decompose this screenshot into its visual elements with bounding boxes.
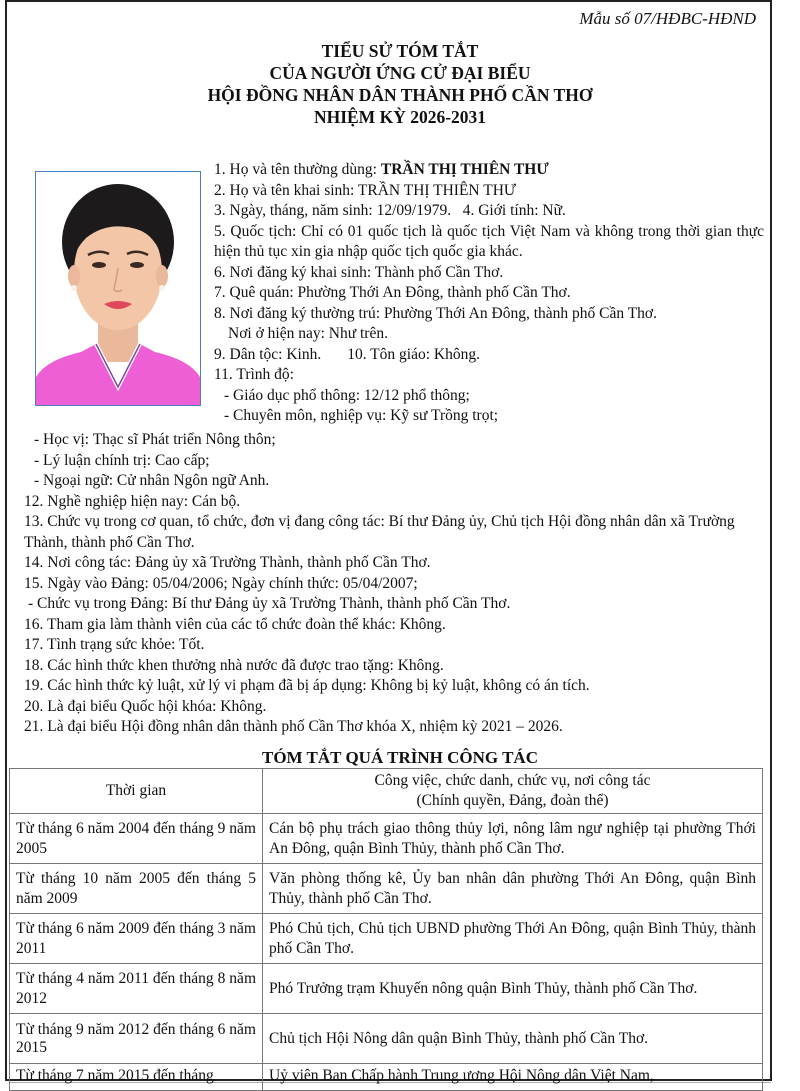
bio-item-16: 16. Tham gia làm thành viên của các tổ chức đoàn thể khác: Không. [24,615,446,633]
bio-upper-section [214,160,764,427]
item-label: 1. Họ và tên thường dùng: [214,161,381,178]
row-time: Từ tháng 10 năm 2005 đến tháng 5 năm 2009 [10,864,263,914]
title-line-4: NHIỆM KỲ 2026-2031 [313,107,487,127]
bio-lower-section [24,430,764,738]
table-row [10,964,763,1014]
work-history-title: TÓM TẮT QUÁ TRÌNH CÔNG TÁC [262,748,538,767]
bio-item-8-current: Nơi ở hiện nay: Như trên. [228,325,388,342]
work-history-table [9,768,763,1091]
header-job [263,769,763,814]
bio-item-11: 11. Trình độ: [214,366,294,383]
table-row [10,1064,763,1091]
bio-item-3: 3. Ngày, tháng, năm sinh: 12/09/1979. [214,202,452,219]
bio-item-11-politics: - Lý luận chính trị: Cao cấp; [34,451,210,469]
bio-item-5: 5. Quốc tịch: Chỉ có 01 quốc tịch là quốc tịch Việt Nam và không trong thời gian thực hiện thủ tục xin gia nhập quốc tịch quốc gia khác. [214,222,764,260]
header-job-line-1: Công việc, chức danh, chức vụ, nơi công tác [374,772,651,789]
row-time: Từ tháng 6 năm 2004 đến tháng 9 năm 2005 [10,814,263,864]
row-time: Từ tháng 7 năm 2015 đến tháng [10,1064,263,1091]
bio-item-10: 10. Tôn giáo: Không. [347,345,480,363]
bio-item-11-general: - Giáo dục phổ thông: 12/12 phổ thông; [224,386,470,404]
bio-item-15-party-role: - Chức vụ trong Đảng: Bí thư Đảng ủy xã Trường Thành, thành phố Cần Thơ. [28,595,511,612]
title-line-3: HỘI ĐỒNG NHÂN DÂN THÀNH PHỐ CẦN THƠ [207,85,593,105]
bio-item-20: 20. Là đại biểu Quốc hội khóa: Không. [24,697,267,715]
table-header-row [10,769,763,814]
row-job: Cán bộ phụ trách giao thông thủy lợi, nông lâm ngư nghiệp tại phường Thới An Đông, quận Bình Thủy, thành phố Cần Thơ. [263,814,763,864]
bio-item-18: 18. Các hình thức khen thưởng nhà nước đã được trao tặng: Không. [24,656,444,674]
title-line-2: CỦA NGƯỜI ỨNG CỬ ĐẠI BIỂU [269,63,531,83]
row-job: Phó Chủ tịch, Chủ tịch UBND phường Thới An Đông, quận Bình Thủy, thành phố Cần Thơ. [263,914,763,964]
row-time: Từ tháng 9 năm 2012 đến tháng 6 năm 2015 [10,1014,263,1064]
table-row [10,814,763,864]
form-number: Mẫu số 07/HĐBC-HĐND [579,9,756,28]
candidate-portrait-photo [35,171,201,406]
bio-item-11-degree: - Học vị: Thạc sĩ Phát triển Nông thôn; [34,431,276,448]
bio-item-1 [214,160,764,181]
bio-item-2: 2. Họ và tên khai sinh: TRẦN THỊ THIÊN THƯ [214,181,516,199]
row-job: Uỷ viên Ban Chấp hành Trung ương Hội Nông dân Việt Nam, [263,1064,763,1091]
row-job: Văn phòng thống kê, Ủy ban nhân dân phường Thới An Đông, quận Bình Thủy, thành phố Cần Thơ. [263,864,763,914]
bio-item-9: 9. Dân tộc: Kinh. [214,345,322,363]
row-time: Từ tháng 4 năm 2011 đến tháng 8 năm 2012 [10,964,263,1014]
table-row [10,864,763,914]
bio-item-12: 12. Nghề nghiệp hiện nay: Cán bộ. [24,492,241,510]
bio-item-14: 14. Nơi công tác: Đảng ủy xã Trường Thành, thành phố Cần Thơ. [24,554,431,571]
bio-item-15: 15. Ngày vào Đảng: 05/04/2006; Ngày chính thức: 05/04/2007; [24,574,418,592]
bio-item-7: 7. Quê quán: Phường Thới An Đông, thành phố Cần Thơ. [214,284,571,301]
header-job-line-2: (Chính quyền, Đảng, đoàn thể) [416,792,609,809]
title-line-1: TIỂU SỬ TÓM TẮT [321,41,479,61]
bio-item-17: 17. Tình trạng sức khỏe: Tốt. [24,636,205,653]
bio-item-19: 19. Các hình thức kỷ luật, xử lý vi phạm đã bị áp dụng: Không bị kỷ luật, không có án tích. [24,677,590,694]
bio-item-6: 6. Nơi đăng ký khai sinh: Thành phố Cần Thơ. [214,263,504,281]
document-title [0,40,800,128]
header-time: Thời gian [10,769,263,814]
common-name: TRẦN THỊ THIÊN THƯ [380,161,549,178]
row-job: Chủ tịch Hội Nông dân quận Bình Thủy, thành phố Cần Thơ. [263,1014,763,1064]
bio-item-9-10 [214,345,764,366]
table-row [10,914,763,964]
bio-item-8: 8. Nơi đăng ký thường trú: Phường Thới An Đông, thành phố Cần Thơ. [214,304,657,322]
row-time: Từ tháng 6 năm 2009 đến tháng 3 năm 2011 [10,914,263,964]
bio-item-13: 13. Chức vụ trong cơ quan, tổ chức, đơn vị đang công tác: Bí thư Đảng ủy, Chủ tịch Hội đồng nhân dân xã Trường Thành, thành phố Cần Thơ. [24,513,735,551]
portrait-illustration [36,172,200,405]
table-row [10,1014,763,1064]
bio-item-21: 21. Là đại biểu Hội đồng nhân dân thành phố Cần Thơ khóa X, nhiệm kỳ 2021 – 2026. [24,718,563,735]
row-job: Phó Trưởng trạm Khuyến nông quận Bình Thủy, thành phố Cần Thơ. [263,964,763,1014]
bio-item-3-4 [214,201,764,222]
bio-item-11-specialty: - Chuyên môn, nghiệp vụ: Kỹ sư Trồng trọt; [224,407,499,424]
bio-item-11-language: - Ngoại ngữ: Cử nhân Ngôn ngữ Anh. [34,472,270,489]
bio-item-4: 4. Giới tính: Nữ. [462,202,566,219]
